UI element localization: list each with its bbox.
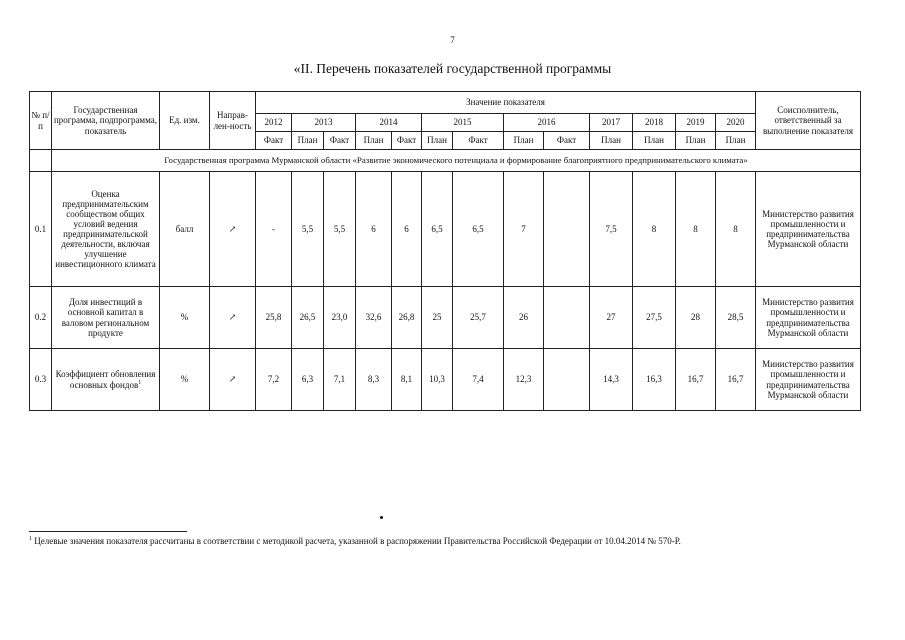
subcol-cell: План bbox=[422, 132, 453, 150]
row-num: 0.1 bbox=[30, 172, 52, 287]
value-cell: 27 bbox=[590, 287, 633, 349]
direction-arrow-icon: ↗ bbox=[210, 349, 256, 411]
indicator-name: Оценка предпринимательским сообществом общих условий ведения предпринимательской деятельности, включая улучшение инвестиционного климата bbox=[52, 172, 160, 287]
indicators-table bbox=[29, 91, 861, 411]
value-cell: 28,5 bbox=[716, 287, 756, 349]
year-cell: 2013 bbox=[292, 114, 356, 132]
value-cell: 8,3 bbox=[356, 349, 392, 411]
subcol-cell: Факт bbox=[256, 132, 292, 150]
year-cell: 2014 bbox=[356, 114, 422, 132]
value-cell: 25,8 bbox=[256, 287, 292, 349]
value-cell: 10,3 bbox=[422, 349, 453, 411]
value-cell: 7,2 bbox=[256, 349, 292, 411]
value-cell: 7,4 bbox=[453, 349, 504, 411]
indicator-name-text: Коэффициент обновления основных фондов bbox=[55, 369, 156, 390]
value-cell bbox=[544, 349, 590, 411]
footnote-marker: 1 bbox=[29, 536, 32, 542]
header-executor: Соисполнитель, ответственный за выполнение показателя bbox=[756, 92, 861, 150]
value-cell: 8 bbox=[716, 172, 756, 287]
row-num: 0.2 bbox=[30, 287, 52, 349]
subcol-cell: План bbox=[676, 132, 716, 150]
year-cell: 2017 bbox=[590, 114, 633, 132]
header-program: Государственная программа, подпрограмма, показатель bbox=[52, 92, 160, 150]
table-row bbox=[30, 172, 861, 287]
value-cell bbox=[544, 172, 590, 287]
value-cell bbox=[544, 287, 590, 349]
subcol-cell: Факт bbox=[453, 132, 504, 150]
value-cell: 16,3 bbox=[633, 349, 676, 411]
subcol-cell: План bbox=[590, 132, 633, 150]
stray-dot bbox=[380, 516, 383, 519]
value-cell: - bbox=[256, 172, 292, 287]
program-title: Государственная программа Мурманской области «Развитие экономического потенциала и формирование благоприятного предпринимательского климата» bbox=[52, 150, 861, 172]
footnote-separator bbox=[29, 531, 187, 532]
value-cell: 7,5 bbox=[590, 172, 633, 287]
year-cell: 2018 bbox=[633, 114, 676, 132]
value-cell: 32,6 bbox=[356, 287, 392, 349]
year-cell: 2015 bbox=[422, 114, 504, 132]
executor-cell: Министерство развития промышленности и предпринимательства Мурманской области bbox=[756, 287, 861, 349]
footnote bbox=[29, 536, 681, 546]
header-num: № п/п bbox=[30, 92, 52, 150]
value-cell: 8 bbox=[676, 172, 716, 287]
year-cell: 2019 bbox=[676, 114, 716, 132]
indicator-name: Доля инвестиций в основной капитал в валовом региональном продукте bbox=[52, 287, 160, 349]
subcol-cell: План bbox=[356, 132, 392, 150]
executor-cell: Министерство развития промышленности и предпринимательства Мурманской области bbox=[756, 349, 861, 411]
header-unit: Ед. изм. bbox=[160, 92, 210, 150]
value-cell: 7 bbox=[504, 172, 544, 287]
value-cell: 25 bbox=[422, 287, 453, 349]
subcol-cell: План bbox=[504, 132, 544, 150]
indicator-name bbox=[52, 349, 160, 411]
value-cell: 12,3 bbox=[504, 349, 544, 411]
value-cell: 6,3 bbox=[292, 349, 324, 411]
direction-arrow-icon: ↗ bbox=[210, 172, 256, 287]
footnote-text: Целевые значения показателя рассчитаны в соответствии с методикой расчета, указанной в распоряжении Правительства Российской Федерации от 10.04.2014 № 570-Р. bbox=[32, 536, 681, 546]
value-cell: 8,1 bbox=[392, 349, 422, 411]
subcol-cell: План bbox=[633, 132, 676, 150]
value-cell: 23,0 bbox=[324, 287, 356, 349]
subcol-cell: Факт bbox=[544, 132, 590, 150]
page-number: 7 bbox=[450, 35, 455, 45]
footnote-ref: 1 bbox=[138, 379, 142, 386]
page-title: «II. Перечень показателей государственной программы bbox=[293, 61, 612, 76]
row-unit: балл bbox=[160, 172, 210, 287]
value-cell: 5,5 bbox=[292, 172, 324, 287]
value-cell: 26,5 bbox=[292, 287, 324, 349]
subcol-cell: Факт bbox=[392, 132, 422, 150]
value-cell: 6,5 bbox=[422, 172, 453, 287]
subcol-cell: Факт bbox=[324, 132, 356, 150]
table-row bbox=[30, 287, 861, 349]
value-cell: 6 bbox=[392, 172, 422, 287]
value-cell: 16,7 bbox=[676, 349, 716, 411]
subcol-cell: План bbox=[716, 132, 756, 150]
value-cell: 26 bbox=[504, 287, 544, 349]
year-cell: 2016 bbox=[504, 114, 590, 132]
value-cell: 25,7 bbox=[453, 287, 504, 349]
value-cell: 26,8 bbox=[392, 287, 422, 349]
value-cell: 16,7 bbox=[716, 349, 756, 411]
year-cell: 2020 bbox=[716, 114, 756, 132]
direction-arrow-icon: ↗ bbox=[210, 287, 256, 349]
header-row-1 bbox=[30, 92, 861, 114]
year-cell: 2012 bbox=[256, 114, 292, 132]
value-cell: 7,1 bbox=[324, 349, 356, 411]
header-value-group: Значение показателя bbox=[256, 92, 756, 114]
row-num: 0.3 bbox=[30, 349, 52, 411]
value-cell: 6 bbox=[356, 172, 392, 287]
value-cell: 14,3 bbox=[590, 349, 633, 411]
value-cell: 5,5 bbox=[324, 172, 356, 287]
row-unit: % bbox=[160, 349, 210, 411]
executor-cell: Министерство развития промышленности и предпринимательства Мурманской области bbox=[756, 172, 861, 287]
value-cell: 28 bbox=[676, 287, 716, 349]
value-cell: 8 bbox=[633, 172, 676, 287]
subcol-cell: План bbox=[292, 132, 324, 150]
header-direction: Направ-лен-ность bbox=[210, 92, 256, 150]
value-cell: 27,5 bbox=[633, 287, 676, 349]
program-row bbox=[30, 150, 861, 172]
row-unit: % bbox=[160, 287, 210, 349]
value-cell: 6,5 bbox=[453, 172, 504, 287]
table-row bbox=[30, 349, 861, 411]
